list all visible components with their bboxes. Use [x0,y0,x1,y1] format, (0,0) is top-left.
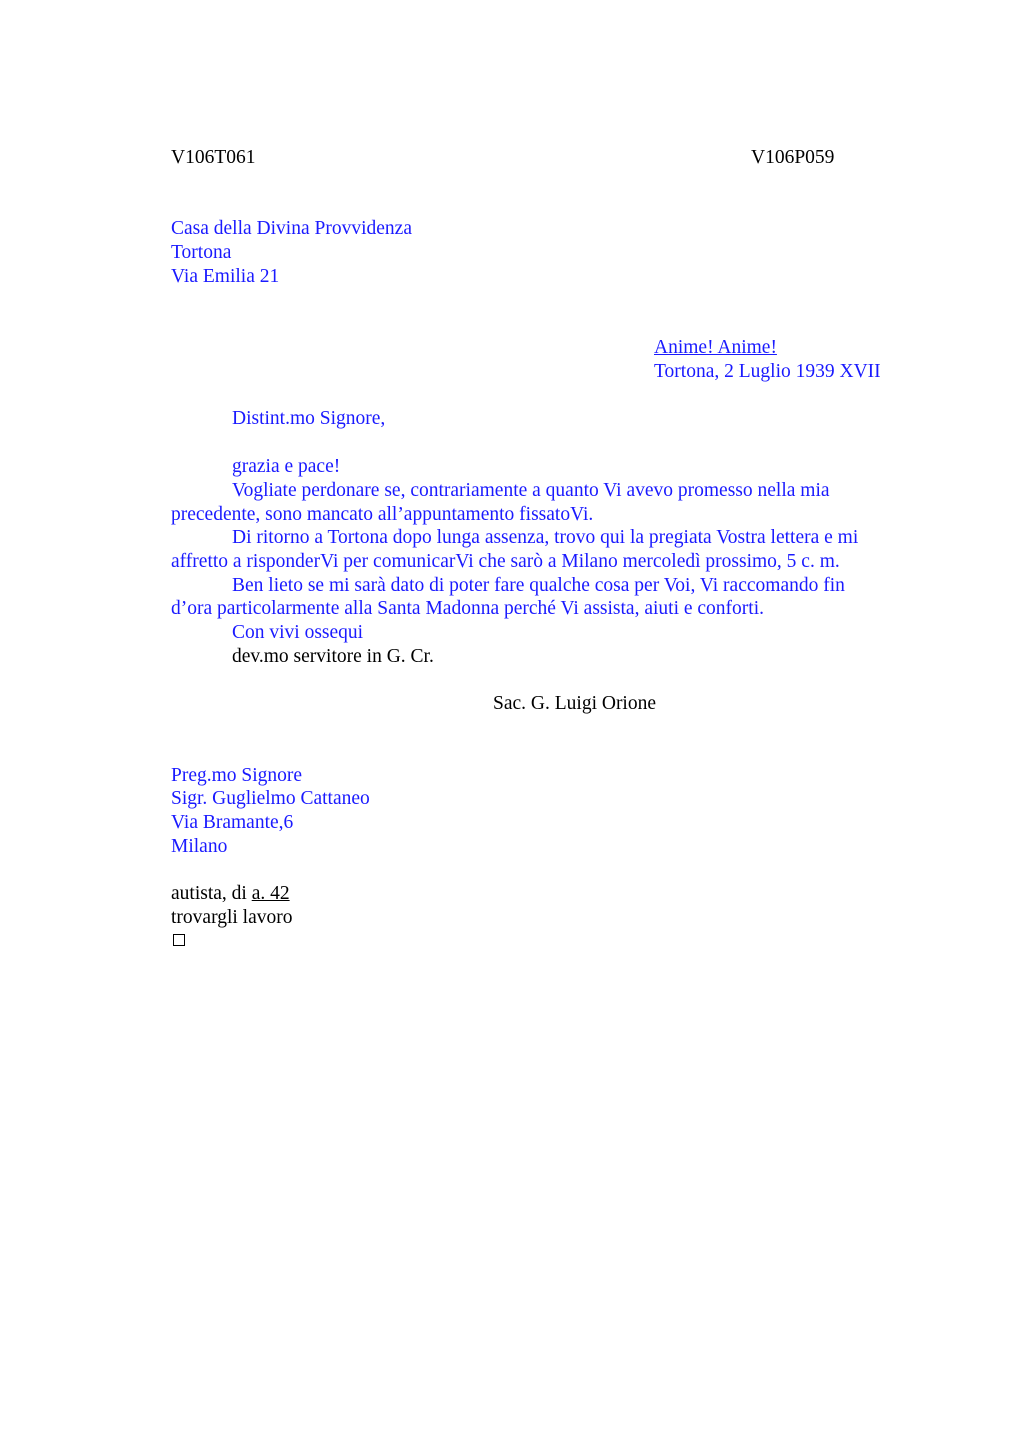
motto: Anime! Anime! [654,337,777,358]
closing-line-2: dev.mo servitore in G. Cr. [232,646,434,667]
body-paragraph-1-line-1: Vogliate perdonare se, contrariamente a quanto Vi avevo promesso nella mia [232,480,830,501]
signature: Sac. G. Luigi Orione [493,693,657,714]
body-paragraph-3-line-1: Ben lieto se mi sarà dato di poter fare qualche cosa per Voi, Vi raccomando fin [232,575,845,596]
addressee-line-3: Via Bramante,6 [171,812,294,833]
reference-right: V106P059 [751,147,835,168]
note-line-2: trovargli lavoro [171,907,293,928]
greeting: grazia e pace! [232,456,341,477]
addressee-line-4: Milano [171,836,228,857]
dateline: Tortona, 2 Luglio 1939 XVII [654,361,881,382]
note-line-1-prefix: autista, di [171,883,252,904]
note-line-1-age: a. 42 [251,883,290,904]
closing-line-1: Con vivi ossequi [232,622,364,643]
body-paragraph-2-line-2: affretto a risponderVi per comunicarVi che sarò a Milano mercoledì prossimo, 5 c. m. [171,551,840,572]
letterhead-line-1: Casa della Divina Provvidenza [171,218,412,239]
body-paragraph-3-line-2: d’ora particolarmente alla Santa Madonna perché Vi assista, aiuti e conforti. [171,598,764,619]
letterhead-line-2: Tortona [171,242,232,263]
checkbox-square-icon [173,934,185,946]
letterhead-line-3: Via Emilia 21 [171,266,280,287]
addressee-line-1: Preg.mo Signore [171,765,303,786]
body-paragraph-2-line-1: Di ritorno a Tortona dopo lunga assenza, trovo qui la pregiata Vostra lettera e mi [232,527,859,548]
body-paragraph-1-line-2: precedente, sono mancato all’appuntamento fissatoVi. [171,504,594,525]
addressee-line-2: Sigr. Guglielmo Cattaneo [171,788,370,809]
reference-left: V106T061 [171,147,256,168]
salutation: Distint.mo Signore, [232,408,386,429]
note-line-1 [171,882,290,906]
